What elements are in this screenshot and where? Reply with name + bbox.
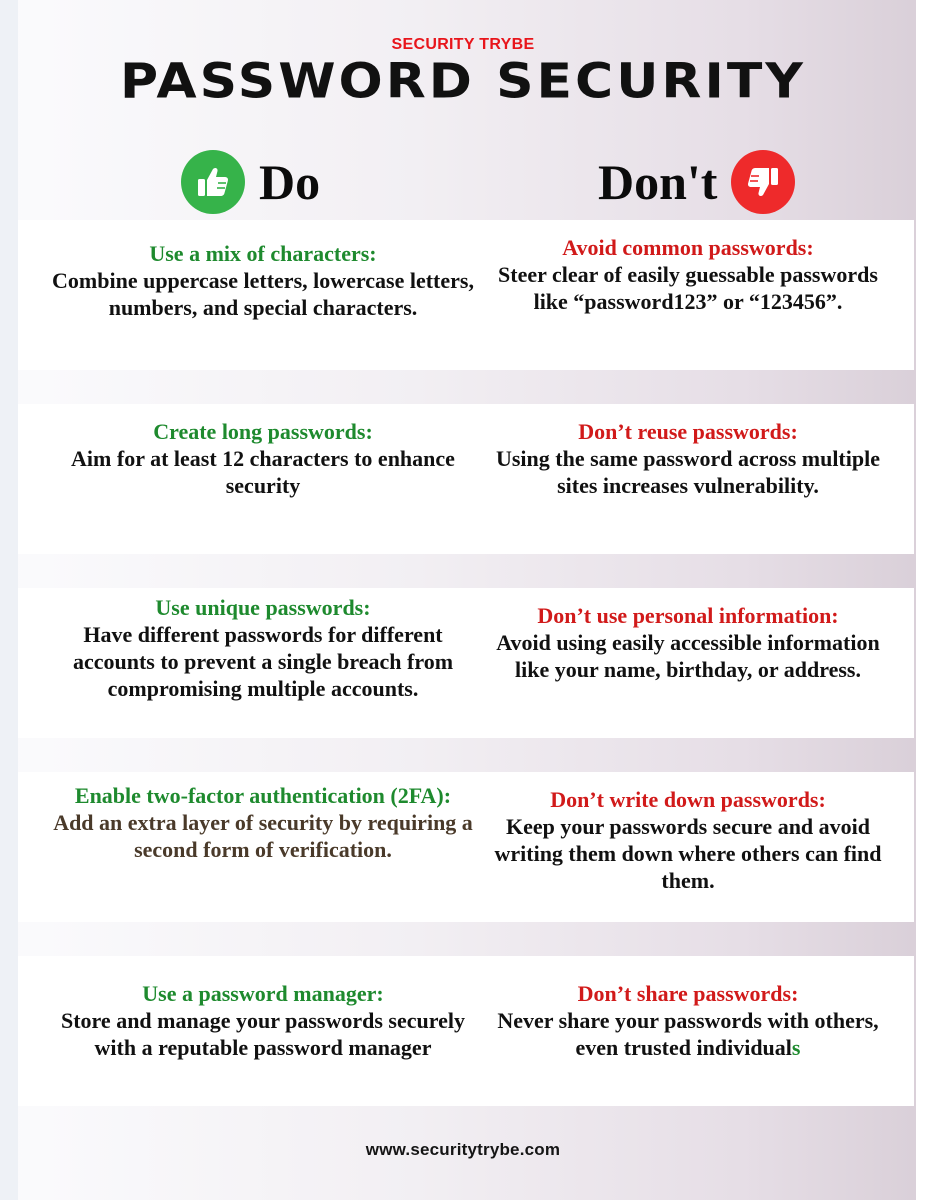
do-item-heading: Use a mix of characters: (149, 241, 377, 266)
do-item-text: Add an extra layer of security by requiring a second form of verification. (53, 810, 473, 862)
dont-item-text (497, 1008, 878, 1060)
dont-item-text: Steer clear of easily guessable passwords like “password123” or “123456”. (498, 262, 878, 314)
dont-item (488, 786, 888, 894)
do-item (48, 418, 478, 499)
brand-name: SECURITY TRYBE (391, 36, 535, 53)
page-title: PASSWORD SECURITY (120, 54, 806, 110)
dont-column-header (598, 150, 795, 214)
do-item (48, 240, 478, 321)
dont-label: Don't (598, 154, 718, 210)
do-item-heading: Enable two-factor authentication (2FA): (74, 783, 452, 808)
do-column-header (181, 150, 320, 214)
dont-item-heading: Don’t share passwords: (577, 981, 799, 1006)
dont-item-text: Avoid using easily accessible information like your name, birthday, or address. (496, 630, 880, 682)
dont-item (488, 234, 888, 315)
dont-item (488, 980, 888, 1061)
footer-url: www.securitytrybe.com (365, 1140, 561, 1159)
do-item-heading: Use unique passwords: (155, 595, 371, 620)
do-item (48, 782, 478, 863)
dont-item-text-tail: s (791, 1035, 801, 1060)
do-item (48, 594, 478, 702)
dont-item (488, 418, 888, 499)
do-item-heading: Use a password manager: (142, 981, 384, 1006)
do-item-text: Aim for at least 12 characters to enhance security (71, 446, 455, 498)
dont-item-heading: Don’t use personal information: (537, 603, 839, 628)
dont-item-text: Using the same password across multiple sites increases vulnerability. (495, 446, 880, 498)
do-item-text: Combine uppercase letters, lowercase letters, numbers, and special characters. (52, 268, 474, 320)
thumbs-up-icon (181, 150, 245, 214)
do-item (48, 980, 478, 1061)
dont-item-heading: Don’t write down passwords: (550, 787, 826, 812)
do-label: Do (259, 154, 321, 210)
dont-item-heading: Avoid common passwords: (562, 235, 814, 260)
left-edge (0, 0, 18, 1200)
dont-item-text-main: Never share your passwords with others, even trusted individual (497, 1008, 879, 1060)
dont-item-text: Keep your passwords secure and avoid writing them down where others can find them. (494, 814, 882, 893)
right-edge (916, 0, 926, 1200)
thumbs-down-icon (731, 150, 795, 214)
do-item-text: Store and manage your passwords securely with a reputable password manager (61, 1008, 465, 1060)
dont-item (488, 602, 888, 683)
do-item-heading: Create long passwords: (153, 419, 373, 444)
do-item-text: Have different passwords for different accounts to prevent a single breach from compromising multiple accounts. (72, 622, 454, 701)
dont-item-heading: Don’t reuse passwords: (578, 419, 798, 444)
